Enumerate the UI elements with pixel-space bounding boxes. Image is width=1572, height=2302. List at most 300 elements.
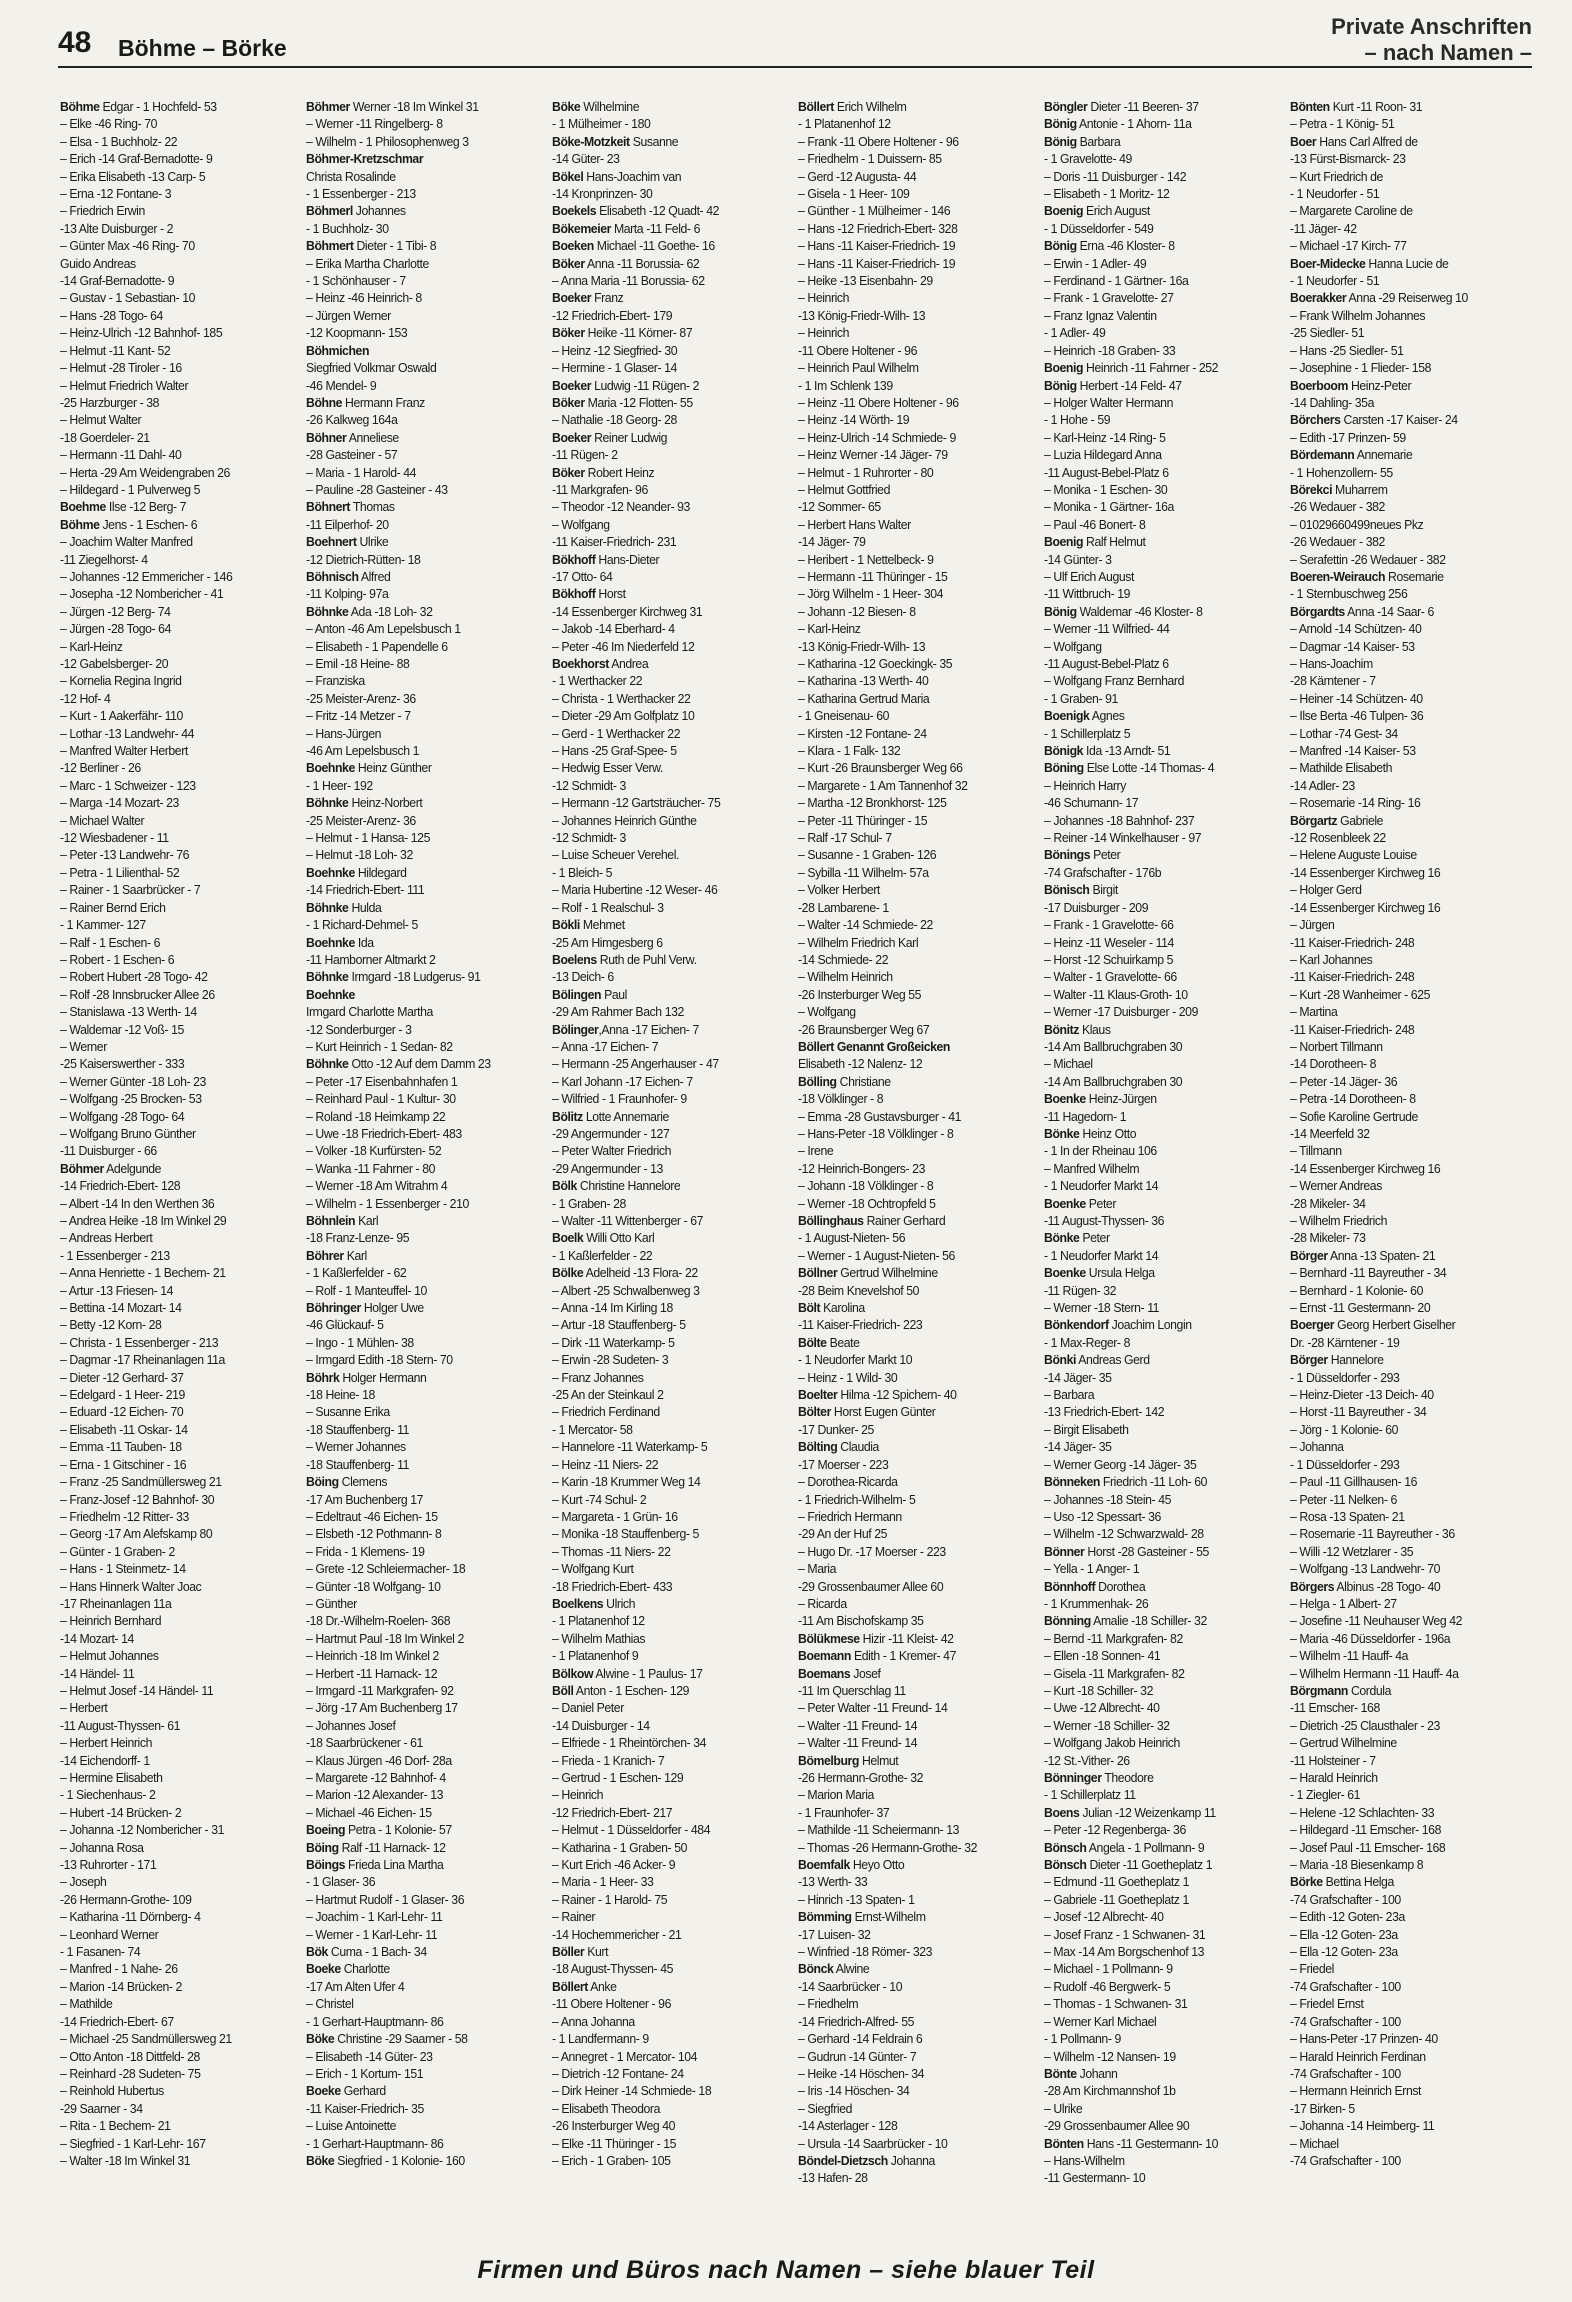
directory-entry [1290,1229,1511,1246]
directory-entry [60,551,281,568]
directory-entry [1044,359,1265,376]
entry-text: – Günter - 1 Graben- 2 [60,1543,175,1559]
directory-entry [798,168,1019,185]
directory-entry [1044,568,1265,585]
entry-text: – Nathalie -18 Georg- 28 [552,412,677,428]
directory-entry [306,1491,527,1508]
entry-text: – Frank -11 Obere Holtener - 96 [798,133,959,149]
entry-text: -14 Graf-Bernadotte- 9 [60,273,175,289]
directory-entry [552,394,773,411]
directory-entry [552,359,773,376]
directory-entry [798,307,1019,324]
entry-text: Guido Andreas [60,255,136,271]
entry-text: – Rosemarie -14 Ring- 16 [1290,795,1421,811]
directory-entry [1290,759,1511,776]
entry-text: – Martha -12 Bronkhorst- 125 [798,795,947,811]
entry-text: Maria -12 Flotten- 55 [584,394,693,410]
directory-entry [552,324,773,341]
entry-text: -11 Obere Holtener - 96 [798,342,917,358]
directory-entry [1044,1978,1265,1995]
entry-text: – Michael Walter [60,812,145,828]
directory-entry [552,115,773,132]
directory-entry [1044,464,1265,481]
directory-entry [60,829,281,846]
directory-entry [306,1003,527,1020]
entry-text: – Anton -46 Am Lepelsbusch 1 [306,621,461,637]
directory-entry [306,2013,527,2030]
entry-text: - 1 Fraunhofer- 37 [798,1804,890,1820]
entry-text: – Gudrun -14 Günter- 7 [798,2048,917,2064]
entry-text: Otto -12 Auf dem Damm 23 [348,1056,491,1072]
directory-entry [552,1786,773,1803]
entry-text: – Heike -14 Höschen- 34 [798,2065,925,2081]
entry-text: – Helmut Josef -14 Händel- 11 [60,1682,214,1698]
entry-text: -14 Essenberger Kirchweg 16 [1290,899,1441,915]
directory-entry [798,429,1019,446]
entry-text: – Wilhelm -12 Schwarzwald- 28 [1044,1526,1204,1542]
directory-entry [798,916,1019,933]
directory-entry [1044,1665,1265,1682]
entry-text: – Hartmut Paul -18 Im Winkel 2 [306,1630,464,1646]
entry-text: - 1 August-Nieten- 56 [798,1230,906,1246]
directory-entry [552,1926,773,1943]
directory-entry [1290,638,1511,655]
directory-entry [306,1769,527,1786]
entry-text: – Daniel Peter [552,1700,624,1716]
directory-entry [60,289,281,306]
directory-entry [798,498,1019,515]
directory-entry [1044,1456,1265,1473]
directory-entry [798,255,1019,272]
surname: Böing [306,1839,339,1855]
directory-entry [798,638,1019,655]
entry-text: – Werner - 1 August-Nieten- 56 [798,1247,955,1263]
directory-entry [1290,1386,1511,1403]
entry-text: – Heinrich -18 Im Winkel 2 [306,1648,439,1664]
entry-text: – Kurt -28 Wanheimer - 625 [1290,986,1430,1002]
directory-entry [552,2135,773,2152]
directory-entry [1044,812,1265,829]
entry-text: – Heiner -14 Schützen- 40 [1290,690,1423,706]
directory-entry [552,829,773,846]
directory-entry [1290,1908,1511,1925]
surname: Böllert Genannt Großeicken [798,1038,950,1054]
entry-text: – Willi -12 Wetzlarer - 35 [1290,1543,1414,1559]
entry-text: Willi Otto Karl [583,1230,655,1246]
directory-entry [552,1821,773,1838]
entry-text: -18 Goerdeler- 21 [60,429,150,445]
directory-entry [1044,1473,1265,1490]
directory-entry [798,899,1019,916]
directory-entry [306,1804,527,1821]
directory-entry [60,603,281,620]
entry-text: – Gisela - 1 Heer- 109 [798,186,910,202]
directory-entry [798,1491,1019,1508]
directory-entry [1290,881,1511,898]
entry-text: -14 Dorotheen- 8 [1290,1056,1377,1072]
directory-entry [1044,690,1265,707]
entry-text: Ulrich [603,1595,636,1611]
directory-entry [798,1264,1019,1281]
entry-text: Andrea [608,656,649,671]
directory-entry [552,2013,773,2030]
surname: Böker [552,325,585,341]
directory-entry [798,1508,1019,1525]
entry-text: Ralf Helmut [1083,534,1146,550]
entry-text: – Werner -18 Stern- 11 [1044,1300,1160,1316]
entry-text: -13 König-Friedr-Wilh- 13 [798,307,926,323]
directory-entry [1290,411,1511,428]
directory-entry [798,1908,1019,1925]
entry-text: – Günther [306,1595,357,1611]
directory-entry [552,2065,773,2082]
entry-text: – Heinz Werner -14 Jäger- 79 [798,447,948,463]
directory-entry [306,289,527,306]
entry-text: -46 Mendel- 9 [306,377,377,393]
directory-entry [1290,1699,1511,1716]
surname: Börgartz [1290,812,1338,828]
directory-entry [60,655,281,672]
entry-text: – Petra - 1 König- 51 [1290,116,1395,132]
entry-text: – Leonhard Werner [60,1926,159,1942]
entry-text: – Ella -12 Goten- 23a [1290,1926,1398,1942]
entry-text: – Thomas -26 Hermann-Grothe- 32 [798,1839,978,1855]
entry-text: – Artur -18 Stauffenberg- 5 [552,1317,686,1333]
directory-entry [552,1873,773,1890]
directory-entry [798,1369,1019,1386]
directory-entry [1044,1212,1265,1229]
entry-text: – Herbert [60,1700,108,1716]
directory-entry [306,1647,527,1664]
entry-text: – Edelgard - 1 Heer- 219 [60,1387,185,1403]
entry-text: – Karl-Heinz -14 Ring- 5 [1044,429,1166,445]
entry-text: – Friedrich Hermann [798,1508,902,1524]
entry-text: – Johann -18 Völklinger - 8 [798,1178,934,1194]
surname: Boerakker [1290,290,1347,306]
directory-entry [306,968,527,985]
entry-text: – Erika Elisabeth -13 Carp- 5 [60,168,206,184]
entry-text: – Michael -25 Sandmüllersweg 21 [60,2031,232,2047]
entry-text: – Werner -18 Schiller- 32 [1044,1717,1170,1733]
directory-entry [552,1891,773,1908]
entry-text: Anna -29 Reiserweg 10 [1346,290,1468,306]
directory-entry [1290,1299,1511,1316]
entry-text: – Wilhelm -11 Hauff- 4a [1290,1648,1409,1664]
surname: Böhnlein [306,1213,356,1228]
directory-entry [798,707,1019,724]
entry-text: Adelheid -13 Flora- 22 [583,1265,698,1281]
directory-entry [1290,1943,1511,1960]
entry-text: – Friedhelm [798,1996,859,2012]
directory-entry [1290,359,1511,376]
directory-entry [798,725,1019,742]
entry-text: – Bernhard -11 Bayreuther - 34 [1290,1265,1447,1281]
directory-entry [1044,1647,1265,1664]
entry-text: Cuma - 1 Bach- 34 [327,1944,427,1960]
entry-text: – Hermann Heinrich Ernst [1290,2083,1422,2099]
entry-text: – Erna -12 Fontane- 3 [60,186,172,202]
directory-entry [1290,1421,1511,1438]
entry-text: – Monika -18 Stauffenberg- 5 [552,1526,699,1542]
entry-text: -14 Friedrich-Ebert- 128 [60,1178,181,1194]
entry-text: Dieter - 1 Tibi- 8 [353,238,437,254]
surname: Bölk [552,1178,577,1194]
directory-entry [552,377,773,394]
entry-text: -11 August-Thyssen- 61 [60,1717,181,1733]
entry-text: Heyo Otto [849,1857,905,1873]
entry-text: Ida -13 Arndt- 51 [1083,743,1171,759]
directory-entry [306,1021,527,1038]
entry-text: Erna -46 Kloster- 8 [1076,238,1175,254]
entry-text: Heinz-Norbert [348,795,423,811]
directory-entry [798,1334,1019,1351]
entry-text: – Emil -18 Heine- 88 [306,656,410,671]
directory-entry [552,411,773,428]
entry-text: – Werner -17 Duisburger - 209 [1044,1004,1198,1020]
entry-text: -25 Siedler- 51 [1290,325,1365,341]
surname: Bölükmese [798,1630,860,1646]
surname: Börger [1290,1352,1328,1368]
entry-text: -17 Am Alten Ufer 4 [306,1978,405,1994]
directory-entry [552,1752,773,1769]
directory-entry [552,1038,773,1055]
directory-entry [306,429,527,446]
directory-entry [60,1595,281,1612]
directory-entry [552,759,773,776]
directory-entry [552,342,773,359]
surname: Böhrk [306,1369,340,1385]
entry-text: Waldemar -46 Kloster- 8 [1076,603,1203,619]
directory-entry [1290,133,1511,150]
entry-text: – Robert Hubert -28 Togo- 42 [60,969,208,985]
directory-entry [552,464,773,481]
directory-entry [552,185,773,202]
directory-entry [1290,725,1511,742]
entry-text: Kurt -11 Roon- 31 [1329,99,1423,114]
entry-text: Peter [1090,847,1121,863]
directory-entry [306,1508,527,1525]
directory-entry [60,2100,281,2117]
directory-entry [306,1142,527,1159]
entry-text: – Kurt -74 Schul- 2 [552,1491,647,1507]
entry-text: Carsten -17 Kaiser- 24 [1340,412,1458,428]
surname: Bölt [798,1300,821,1316]
directory-entry [1044,1142,1265,1159]
directory-entry [552,1177,773,1194]
entry-text: – Reinhold Hubertus [60,2083,164,2099]
entry-text: – Dietrich -12 Fontane- 24 [552,2065,684,2081]
entry-text: – Rainer - 1 Harold- 75 [552,1891,668,1907]
entry-text: – Heinrich -18 Graben- 33 [1044,342,1176,358]
directory-entry [1044,2169,1265,2186]
entry-text: Cordula [1347,1682,1391,1698]
directory-entry [1290,464,1511,481]
entry-text: – Volker -18 Kurfürsten- 52 [306,1143,442,1159]
entry-text: -26 Insterburger Weg 55 [798,986,922,1002]
entry-text: – Susanne Erika [306,1404,390,1420]
entry-text: Heinz-Peter [1347,377,1412,393]
directory-entry [1044,1369,1265,1386]
entry-text: – Werner Günter -18 Loh- 23 [60,1073,206,1089]
entry-text: Clemens [338,1474,388,1490]
directory-entry [60,464,281,481]
directory-entry [306,568,527,585]
directory-entry [306,1229,527,1246]
entry-text: – Jürgen Werner [306,307,391,323]
entry-text: – Yella - 1 Anger- 1 [1044,1561,1140,1577]
surname: Bölling [798,1073,837,1089]
entry-text: – Irmgard Edith -18 Stern- 70 [306,1352,453,1368]
directory-entry [60,759,281,776]
entry-text: -13 Alte Duisburger - 2 [60,220,174,236]
entry-text: Hildegard [354,864,407,880]
directory-entry [552,1543,773,1560]
directory-entry [798,568,1019,585]
surname: Bönsch [1044,1839,1087,1855]
directory-entry [306,498,527,515]
directory-entry [60,1804,281,1821]
directory-entry [552,655,773,672]
directory-entry [798,289,1019,306]
entry-text: – Heinz -46 Heinrich- 8 [306,290,422,306]
surname: Bönig [1044,116,1077,132]
entry-text: Karl [355,1213,379,1228]
surname: Bönner [1044,1543,1085,1559]
directory-entry [60,1334,281,1351]
directory-entry [798,2152,1019,2169]
entry-text: – Manfred Wilhelm [1044,1160,1140,1176]
surname: Böhmer [306,99,350,114]
directory-entry [60,1212,281,1229]
directory-entry [306,1856,527,1873]
entry-text: Johannes [352,203,406,219]
directory-entry [552,1978,773,1995]
surname: Boeker [552,377,592,393]
entry-text: -14 Am Ballbruchgraben 30 [1044,1038,1183,1054]
directory-entry [1290,1334,1511,1351]
entry-text: – Frank Wilhelm Johannes [1290,307,1426,323]
directory-entry [306,1177,527,1194]
directory-entry [552,1003,773,1020]
directory-entry [1044,934,1265,951]
entry-text: – Hans-Wilhelm [1044,2152,1125,2168]
entry-text: – Heike -13 Eisenbahn- 29 [798,273,933,289]
directory-entry [798,1421,1019,1438]
entry-text: – Siegfried - 1 Karl-Lehr- 167 [60,2135,206,2151]
directory-entry [1044,1682,1265,1699]
entry-text: – Elisabeth -11 Oskar- 14 [60,1421,188,1437]
entry-text: -13 Friedrich-Ebert- 142 [1044,1404,1165,1420]
directory-entry [306,1595,527,1612]
directory-entry [798,1038,1019,1055]
entry-text: – Marga -14 Mozart- 23 [60,795,179,811]
entry-text: -12 Sonderburger - 3 [306,1021,412,1037]
directory-entry [1290,324,1511,341]
surname: Boerger [1290,1317,1335,1333]
directory-entry [1290,220,1511,237]
entry-text: – Helmut - 1 Ruhrorter - 80 [798,464,934,480]
entry-text: – Wolfgang Jakob Heinrich [1044,1735,1180,1751]
directory-entry [60,620,281,637]
entry-text: – Wilhelm - 1 Essenberger - 210 [306,1195,469,1211]
entry-text: - 1 Buchholz- 30 [306,220,389,236]
directory-entry [552,707,773,724]
directory-entry [60,742,281,759]
directory-entry [306,812,527,829]
directory-entry [60,533,281,550]
entry-text: - 1 Richard-Dehmel- 5 [306,917,418,933]
entry-text: Kurt [584,1944,609,1960]
entry-text: ,Anna -17 Eichen- 7 [598,1021,699,1037]
entry-text: – Bernd -11 Markgrafen- 82 [1044,1630,1183,1646]
entry-text: – Hans -25 Siedler- 51 [1290,342,1404,358]
directory-entry [306,150,527,167]
entry-text: Edgar - 1 Hochfeld- 53 [99,99,217,114]
entry-text: - 1 Kammer- 127 [60,917,146,933]
directory-entry [60,1717,281,1734]
directory-entry [1044,1177,1265,1194]
directory-entry [798,620,1019,637]
entry-text: – Stanislawa -13 Werth- 14 [60,1004,197,1020]
entry-text: – Harald Heinrich Ferdinan [1290,2048,1426,2064]
entry-text: – Manfred - 1 Nahe- 26 [60,1961,178,1977]
directory-entry [60,1247,281,1264]
directory-entry [1044,1543,1265,1560]
directory-entry [1290,1630,1511,1647]
directory-entry [60,324,281,341]
entry-text: – Ilse Berta -46 Tulpen- 36 [1290,708,1424,724]
entry-text: – Michael [1290,2135,1339,2151]
directory-entry [798,1108,1019,1125]
directory-entry [306,1108,527,1125]
entry-text: Werner -18 Im Winkel 31 [349,99,479,114]
entry-text: – Wolfgang Bruno Günther [60,1125,196,1141]
directory-entry [552,603,773,620]
directory-entry [1044,603,1265,620]
directory-entry [798,446,1019,463]
entry-text: – Erich -14 Graf-Bernadotte- 9 [60,151,213,167]
directory-entry [1290,1995,1511,2012]
directory-entry [306,1560,527,1577]
entry-text: -17 Otto- 64 [552,568,613,584]
directory-entry [306,1073,527,1090]
entry-text: – Gertrud Wilhelmine [1290,1735,1397,1751]
entry-text: – Elsbeth -12 Pothmann- 8 [306,1526,442,1542]
directory-entry [798,1926,1019,1943]
entry-text: - 1 Neudorfer - 51 [1290,273,1380,289]
entry-text: – Elke -11 Thüringer - 15 [552,2135,677,2151]
entry-text: – Heinrich [798,325,850,341]
directory-column-3 [552,98,790,2206]
entry-text: -74 Grafschafter - 100 [1290,1978,1401,1994]
surname: Bönke [1044,1125,1080,1141]
directory-entry [552,899,773,916]
entry-text: – Elke -46 Ring- 70 [60,116,158,132]
directory-entry [552,1090,773,1107]
directory-entry [306,846,527,863]
directory-entry [1290,185,1511,202]
directory-entry [306,690,527,707]
page-range-title: Böhme – Börke [118,35,287,61]
entry-text: – Rainer Bernd Erich [60,899,166,915]
entry-text: – Rolf - 1 Manteuffel- 10 [306,1282,427,1298]
entry-text: - 1 Werthacker 22 [552,673,643,689]
entry-text: – Wilhelm Hermann -11 Hauff- 4a [1290,1665,1459,1681]
directory-entry [1290,1560,1511,1577]
surname: Boer-Midecke [1290,255,1366,271]
directory-entry [1044,1003,1265,1020]
entry-text: - 1 Essenberger - 213 [306,186,416,202]
